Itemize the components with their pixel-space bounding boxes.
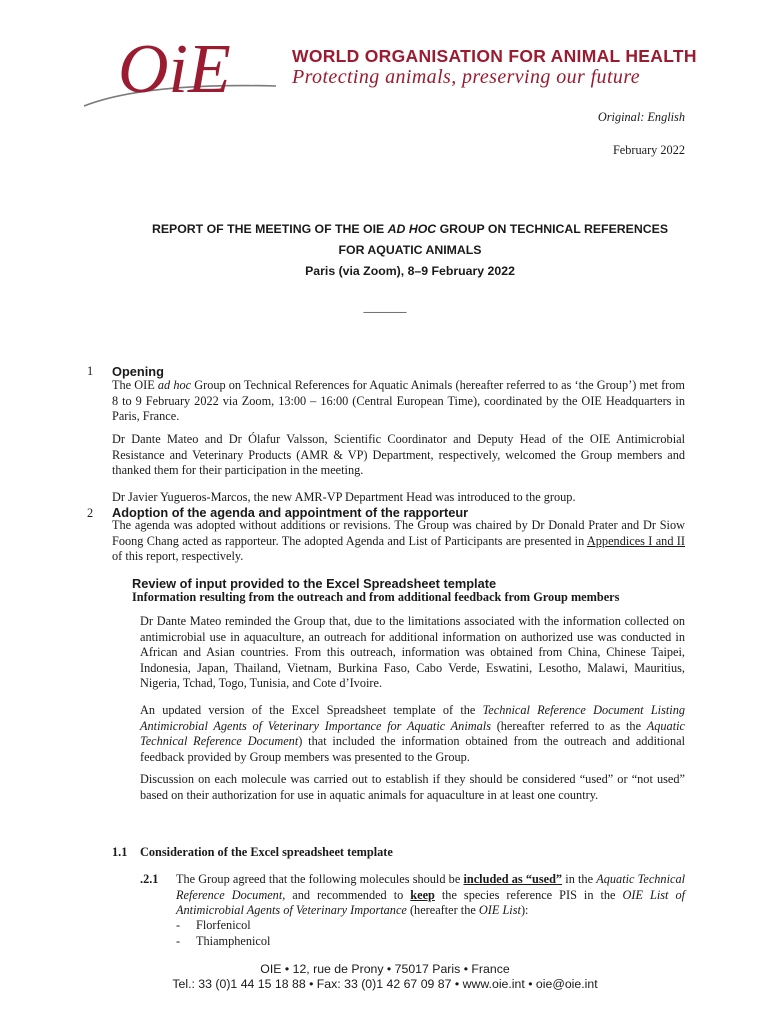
- section2-heading: Adoption of the agenda and appointment of the rapporteur: [112, 505, 469, 520]
- title-line1-post: GROUP ON TECHNICAL REFERENCES: [436, 222, 669, 236]
- section1-heading: Opening: [112, 364, 164, 379]
- report-title: [100, 222, 720, 236]
- title-separator: _______: [363, 300, 407, 314]
- review-paragraph1: Dr Dante Mateo reminded the Group that, due to the limitations associated with the information collected on antimicrobial use in aquaculture, an outreach for additional information on authorized use was conducted in African and Asian countries. From this outreach, information was obtained from China, Chinese Taipei, Indonesia, Japan, Thailand, Vietnam, Burkina Faso, Cabo Verde, Eswatini, Lesotho, Malawi, Mauritius, Nigeria, Tchad, Togo, Tunisia, and Cote d’Ivoire.: [140, 614, 685, 691]
- footer-address: OIE • 12, rue de Prony • 75017 Paris • France: [260, 962, 510, 976]
- section2-paragraph: The agenda was adopted without additions or revisions. The Group was chaired by Dr Donald Prater and Dr Siow Foong Chang acted as rapporteur. The adopted Agenda and List of Participants are presented in Appendices I and II of this report, respectively.: [112, 518, 685, 564]
- section1-number: 1: [87, 364, 94, 378]
- subsection-number: 1.1: [112, 845, 128, 859]
- tagline: Protecting animals, preserving our future: [292, 66, 641, 88]
- oie-logo: [80, 26, 280, 110]
- org-name: WORLD ORGANISATION FOR ANIMAL HEALTH: [292, 46, 697, 66]
- title-line1-italic: AD HOC: [387, 222, 437, 236]
- review-paragraph3: Discussion on each molecule was carried out to establish if they should be considered “used” or “not used” based on their authorization for use in aquatic animals for aquaculture in at least one country.: [140, 772, 685, 802]
- item-paragraph: The Group agreed that the following molecules should be included as “used” in the Aquatic Technical Reference Document, and recommended to keep the species reference PIS in the OIE List of Antimicrobial Agents of Veterinary Importance (hereafter the OIE List):: [176, 872, 686, 918]
- list-item: - Florfenicol: [176, 918, 251, 932]
- review-subheading: Information resulting from the outreach and from additional feedback from Group members: [132, 590, 620, 604]
- original-language: Original: English: [597, 110, 685, 124]
- document-date: February 2022: [612, 143, 685, 157]
- list-item: - Thiamphenicol: [176, 933, 271, 948]
- section1-paragraph3: Dr Javier Yugueros-Marcos, the new AMR-VP Department Head was introduced to the group.: [112, 490, 576, 504]
- review-paragraph2: An updated version of the Excel Spreadsheet template of the Technical Reference Document Listing Antimicrobial Agents of Veterinary Importance for Aquatic Animals (hereafter referred to as the Aquatic Technical Reference Document) that included the information obtained from the outreach and additional feedback provided by Group members was presented to the Group.: [140, 703, 685, 764]
- molecule-list: [176, 918, 576, 949]
- title-line1-pre: REPORT OF THE MEETING OF THE OIE: [151, 222, 388, 236]
- report-subtitle: Paris (via Zoom), 8–9 February 2022: [305, 264, 515, 278]
- item-number: .2.1: [140, 872, 159, 886]
- report-title-line2: FOR AQUATIC ANIMALS: [338, 243, 482, 257]
- review-heading: Review of input provided to the Excel Spreadsheet template: [132, 576, 497, 591]
- section1-paragraph1: The OIE ad hoc Group on Technical References for Aquatic Animals (hereafter referred to as ‘the Group’) met from 8 to 9 February 2022 via Zoom, 13:00 – 16:00 (Central European Time), coordinated by the OIE Headquarters in Paris, France.: [112, 378, 685, 424]
- appendices-link[interactable]: Appendices I and II: [586, 533, 685, 548]
- subsection-heading: Consideration of the Excel spreadsheet template: [140, 845, 393, 859]
- section1-paragraph2: Dr Dante Mateo and Dr Ólafur Valsson, Scientific Coordinator and Deputy Head of the OIE Antimicrobial Resistance and Veterinary Products (AMR & VP) Department, respectively, welcomed the Group members and thanked them for their participation in the meeting.: [112, 432, 685, 478]
- logo-text: OiE: [118, 31, 231, 108]
- section2-number: 2: [87, 506, 94, 520]
- footer-contact: Tel.: 33 (0)1 44 15 18 88 • Fax: 33 (0)1 42 67 09 87 • www.oie.int • oie@oie.int: [172, 977, 598, 991]
